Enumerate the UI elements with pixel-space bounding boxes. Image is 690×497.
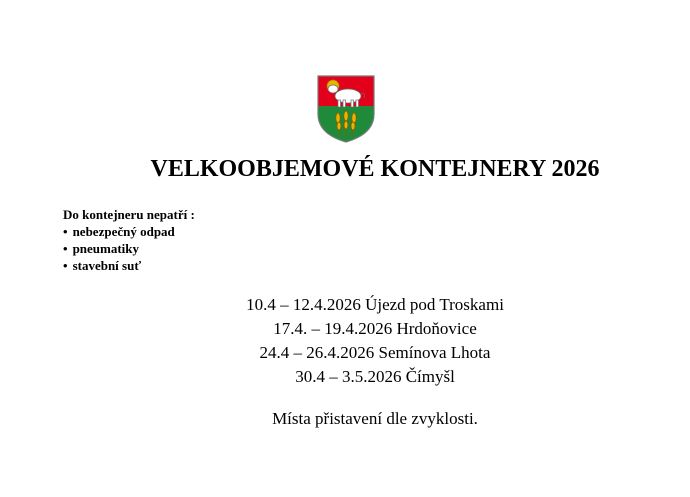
prohibited-item: • pneumatiky [63, 240, 195, 257]
prohibited-item: • stavební suť [63, 257, 195, 274]
schedule-entry: 30.4 – 3.5.2026 Čímyšl [295, 367, 455, 386]
municipal-coat-of-arms-icon [316, 74, 376, 144]
schedule-list [0, 293, 690, 389]
placement-note: Místa přistavení dle zvyklosti. [272, 409, 478, 428]
prohibited-items-notice [63, 206, 195, 274]
prohibited-items-list [63, 223, 195, 274]
schedule-entry: 24.4 – 26.4.2026 Semínova Lhota [259, 343, 491, 362]
prohibited-items-heading: Do kontejneru nepatří : [63, 207, 195, 222]
schedule-entry: 10.4 – 12.4.2026 Újezd pod Troskami [246, 295, 504, 314]
schedule-entry: 17.4. – 19.4.2026 Hrdoňovice [273, 319, 477, 338]
container-schedule [0, 293, 690, 389]
page-title: VELKOOBJEMOVÉ KONTEJNERY 2026 [150, 156, 600, 182]
prohibited-item: • nebezpečný odpad [63, 223, 195, 240]
